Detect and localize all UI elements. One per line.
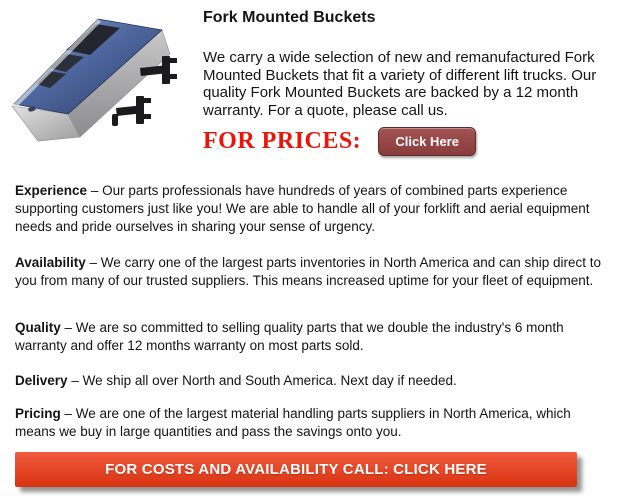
section-heading: Quality	[15, 319, 61, 335]
page-title: Fork Mounted Buckets	[203, 9, 376, 26]
section-text: – We carry one of the largest parts inventories in North America and can ship direct to you from many of our trusted suppliers. This means increased uptime for your fleet of equipment.	[15, 254, 602, 288]
section-quality	[15, 319, 604, 355]
section-text: – We are so committed to selling quality parts that we double the industry's 6 month warranty and offer 12 months warranty on most parts sold.	[15, 319, 564, 353]
section-text: – We ship all over North and South America. Next day if needed.	[71, 372, 457, 388]
section-heading: Pricing	[15, 405, 61, 421]
prices-click-here-button[interactable]: Click Here	[378, 127, 476, 156]
section-heading: Availability	[15, 254, 86, 270]
section-pricing	[15, 405, 604, 441]
costs-availability-banner-button[interactable]: FOR COSTS AND AVAILABILITY CALL: CLICK HERE	[15, 452, 577, 487]
section-text: – We are one of the largest material handling parts suppliers in North America, which means we buy in large quantities and pass the savings onto you.	[15, 405, 571, 439]
for-prices-label: FOR PRICES:	[203, 128, 362, 154]
section-text: – Our parts professionals have hundreds of years of combined parts experience supporting customers just like you! We are able to handle all of your forklift and aerial equipment needs and pride ourselves in sharing your sense of urgency.	[15, 182, 590, 234]
intro-paragraph: We carry a wide selection of new and remanufactured Fork Mounted Buckets that fit a variety of different lift trucks. Our quality Fork Mounted Buckets are backed by a 12 month warranty. For a quote, please call us.	[203, 49, 597, 119]
section-delivery	[15, 372, 604, 390]
section-availability	[15, 254, 604, 290]
prices-row	[203, 127, 476, 156]
section-heading: Experience	[15, 182, 88, 198]
fork-mounted-bucket-image	[4, 6, 180, 148]
section-heading: Delivery	[15, 372, 68, 388]
section-experience	[15, 182, 604, 236]
